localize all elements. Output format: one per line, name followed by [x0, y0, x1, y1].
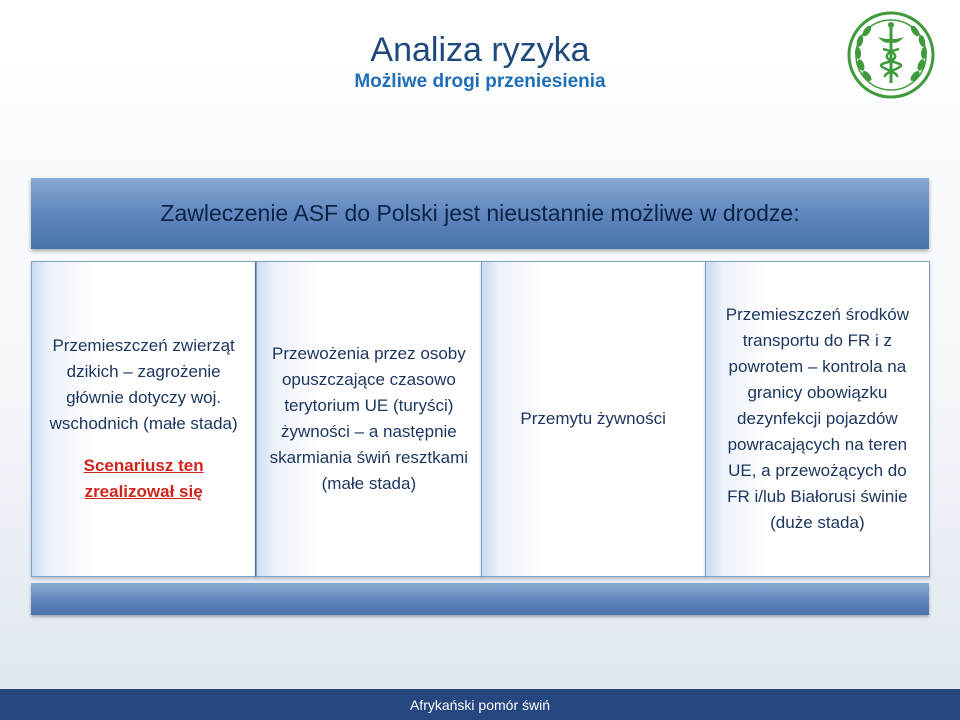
- route-card-text: Przemieszczeń środków transportu do FR i z powrotem – kontrola na granicy obowiązku dezynfekcji pojazdów powracających na teren UE, a przewożących do FR i/lub Białorusi świnie (duże stada): [725, 305, 910, 532]
- route-card-text: Przemytu żywności: [520, 409, 666, 428]
- route-card-text: Przewożenia przez osoby opuszczające czasowo terytorium UE (turyści) żywności – a następnie skarmiania świń resztkami (małe stada): [269, 344, 469, 493]
- page-title: Analiza ryzyka: [370, 31, 590, 69]
- caduceus-wreath-icon: [845, 9, 937, 101]
- footer: [0, 689, 960, 720]
- route-card-text: Przemieszczeń zwierząt dzikich – zagrożenie głównie dotyczy woj. wschodnich (małe stada): [49, 336, 238, 433]
- banner-text: Zawleczenie ASF do Polski jest nieustannie możliwe w drodze:: [160, 200, 800, 226]
- route-card-transport: [705, 261, 930, 577]
- route-card-wild-animals: [31, 261, 257, 577]
- scenario-realized-label: Scenariusz ten zrealizował się: [83, 456, 204, 501]
- bottom-bar: [31, 583, 929, 615]
- route-card-tourist-food: [256, 261, 481, 577]
- title-block: [0, 30, 960, 93]
- transmission-routes: [31, 261, 929, 577]
- footer-text: Afrykański pomór świń: [409, 696, 551, 713]
- page-subtitle: Możliwe drogi przeniesienia: [354, 71, 606, 92]
- intro-banner: [31, 178, 929, 249]
- route-card-food-smuggling: [481, 261, 706, 577]
